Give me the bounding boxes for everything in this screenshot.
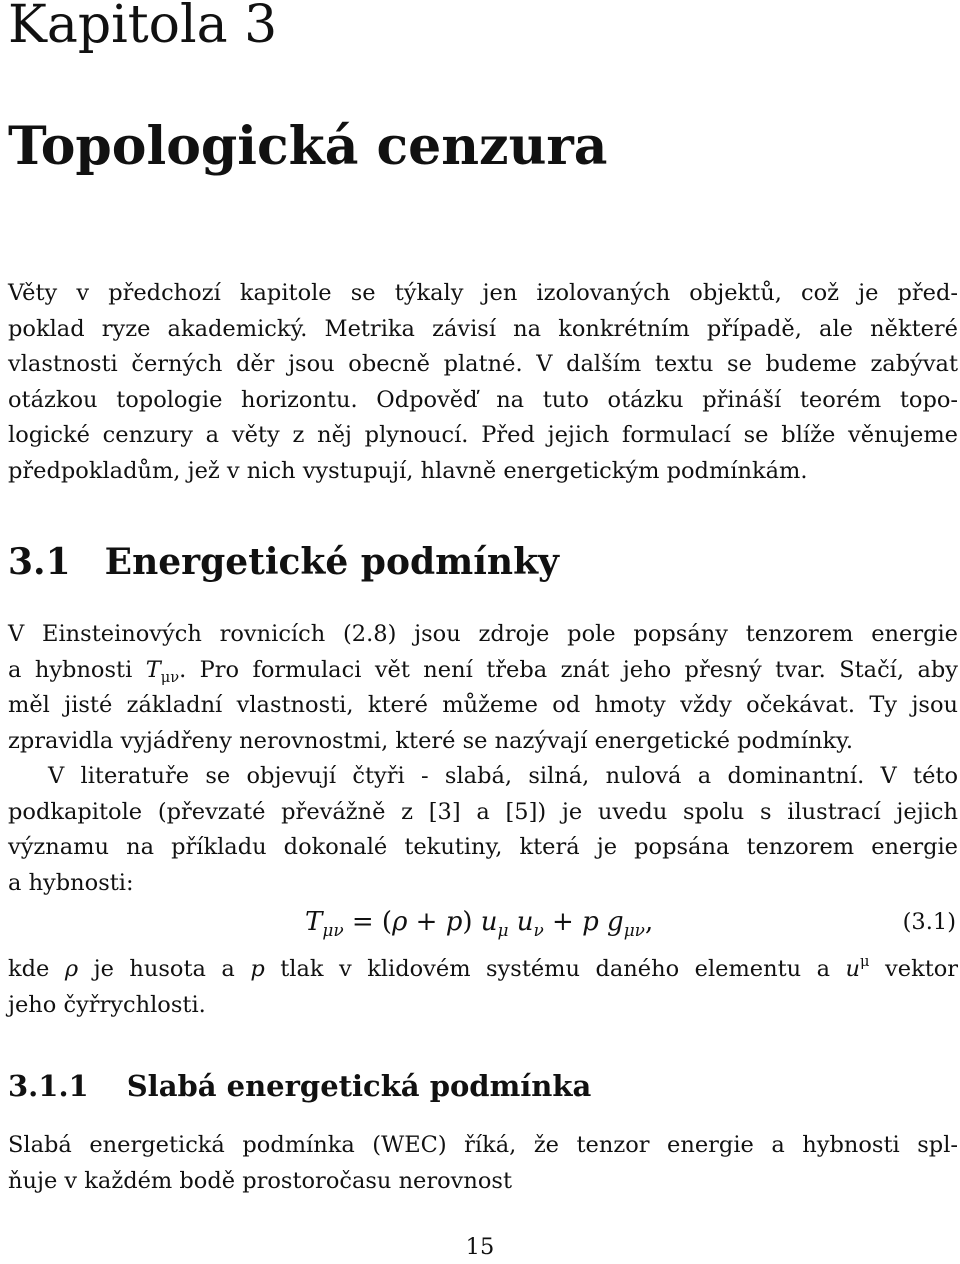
math-subscript: μν (160, 668, 180, 686)
subsection-heading (8, 1066, 591, 1106)
text-line: otázkou topologie horizontu. Odpověď na tuto otázku přináší teorém topo- (8, 386, 958, 413)
math-superscript: μ (860, 952, 870, 970)
equation-number: (3.1) (902, 909, 956, 935)
equation-3-1 (0, 902, 958, 942)
text-line: kde ρ je husota a p tlak v klidovém systému daného elementu a $u^\mu$ vektor (8, 952, 959, 982)
text-line: podkapitole (převzaté převážně z [3] a [5]) je uvedu spolu s ilustrací jejich (8, 798, 958, 825)
section-number: 3.1 (8, 541, 71, 583)
text-line: V literatuře se objevují čtyři - slabá, silná, nulová a dominantní. V této (48, 763, 958, 789)
text-line: V Einsteinových rovnicích (2.8) jsou zdroje pole popsány tenzorem energie (8, 621, 958, 647)
text-line: Věty v předchozí kapitole se týkaly jen izolovaných objektů, což je před- (8, 280, 958, 306)
chapter-title: Topologická cenzura (8, 116, 608, 177)
section-paragraph-2 (8, 759, 958, 901)
text-fragment: a hybnosti (8, 656, 133, 683)
math-symbol: ρ (64, 956, 79, 982)
chapter-label: Kapitola 3 (8, 0, 278, 55)
section-title: Energetické podmínky (104, 541, 559, 583)
text-line: zpravidla vyjádřeny nerovnostmi, které se nazývají energetické podmínky. (8, 727, 853, 754)
subsection-paragraph (8, 1128, 958, 1199)
text-line: předpokladům, jež v nich vystupují, hlavně energetickým podmínkám. (8, 457, 808, 484)
text-line: logické cenzury a věty z něj plynoucí. Před jejich formulací se blíže věnujeme (8, 422, 958, 448)
text-line: vlastnosti černých děr jsou obecně platné. V dalším textu se budeme zabývat (8, 351, 958, 377)
text-line: Slabá energetická podmínka (WEC) říká, že tenzor energie a hybnosti spl- (8, 1132, 958, 1158)
math-symbol: u (845, 956, 861, 982)
text-line: jeho čyřrychlosti. (8, 991, 206, 1018)
text-line: a hybnosti: (8, 869, 134, 896)
math-symbol: p (250, 956, 265, 982)
text-line: měl jisté základní vlastnosti, které můžeme od hmoty vždy očekávat. Ty jsou (8, 692, 958, 718)
text-fragment: . Pro formulaci vět není třeba znát jeho přesný tvar. Stačí, aby (179, 656, 958, 683)
text-line (8, 653, 958, 689)
intro-paragraph (8, 276, 958, 489)
text-line: ňuje v každém bodě prostoročasu nerovnost (8, 1167, 513, 1194)
section-paragraph-3 (8, 952, 958, 1023)
text-line: poklad ryze akademický. Metrika závisí na konkrétním případě, ale některé (8, 315, 958, 342)
subsection-number: 3.1.1 (8, 1069, 89, 1103)
subsection-title: Slabá energetická podmínka (126, 1069, 592, 1103)
section-heading (8, 537, 559, 587)
page-number: 15 (465, 1234, 495, 1260)
section-paragraph-1 (8, 617, 958, 759)
equation-formula: $T_{\mu\nu} = (\rho + p)$ $u_\mu$ $u_\nu + p$ $g_{\mu\nu}$, (305, 907, 654, 940)
math-symbol: T (145, 656, 161, 683)
text-line: významu na příkladu dokonalé tekutiny, která je popsána tenzorem energie (8, 834, 958, 860)
